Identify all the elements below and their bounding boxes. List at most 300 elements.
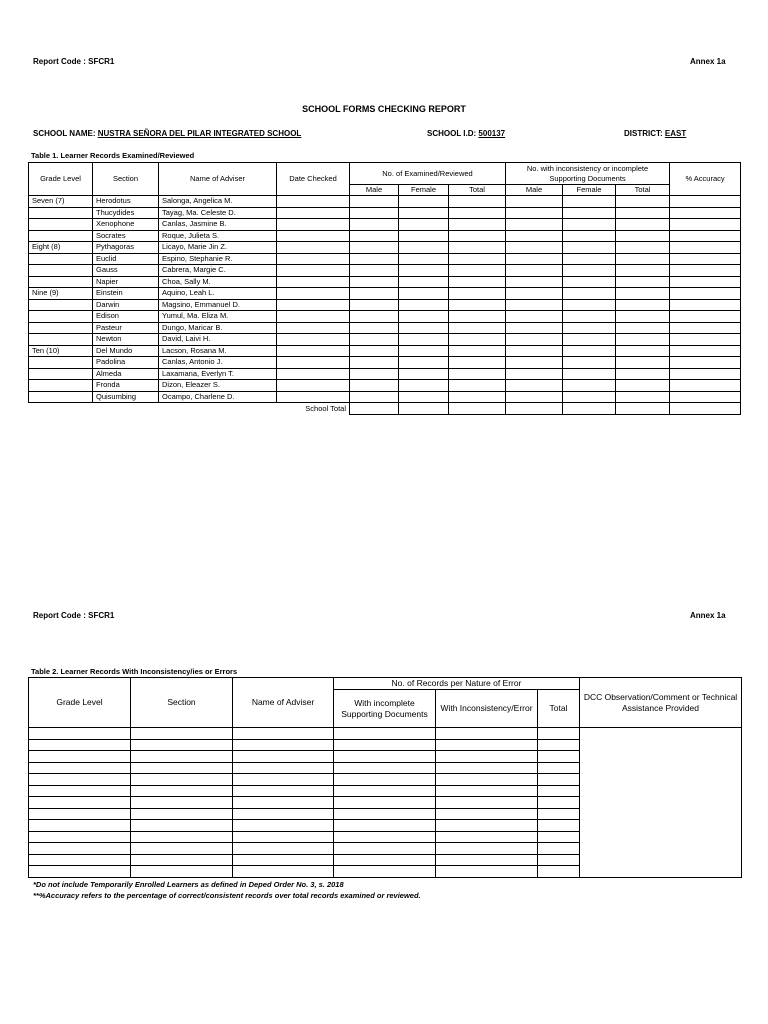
blank-cell[interactable] [29,728,131,740]
blank-cell[interactable] [506,311,563,323]
blank-cell[interactable] [449,253,506,265]
section-cell: Herodotus [93,196,159,208]
blank-cell[interactable] [131,739,233,751]
blank-cell[interactable] [277,253,350,265]
blank-cell[interactable] [334,785,436,797]
blank-cell[interactable] [563,219,616,231]
th-inc-total: Total [616,185,670,196]
blank-cell[interactable] [616,345,670,357]
annex-label: Annex 1a [690,57,726,66]
blank-cell[interactable] [277,242,350,254]
blank-cell[interactable] [399,334,449,346]
report-title: SCHOOL FORMS CHECKING REPORT [302,104,466,114]
blank-cell[interactable] [399,253,449,265]
blank-cell[interactable] [399,311,449,323]
blank-cell[interactable] [233,762,334,774]
blank-cell[interactable] [449,357,506,369]
blank-cell[interactable] [233,831,334,843]
grade-level-cell [29,357,93,369]
blank-cell[interactable] [350,207,399,219]
blank-cell[interactable] [506,207,563,219]
total-cell[interactable] [449,403,506,415]
blank-cell[interactable] [563,391,616,403]
blank-cell[interactable] [616,357,670,369]
blank-cell[interactable] [436,762,538,774]
blank-cell[interactable] [233,820,334,832]
blank-cell[interactable] [334,739,436,751]
blank-cell[interactable] [334,831,436,843]
blank-cell[interactable] [670,276,741,288]
total-cell[interactable] [616,403,670,415]
table-row [29,380,741,392]
blank-cell[interactable] [29,866,131,878]
blank-cell[interactable] [449,322,506,334]
blank-cell[interactable] [563,334,616,346]
blank-cell[interactable] [616,219,670,231]
blank-cell[interactable] [563,311,616,323]
blank-cell[interactable] [233,866,334,878]
blank-cell[interactable] [399,219,449,231]
blank-cell[interactable] [277,345,350,357]
blank-cell[interactable] [399,276,449,288]
blank-cell[interactable] [616,299,670,311]
blank-cell[interactable] [436,866,538,878]
blank-cell[interactable] [563,265,616,277]
total-cell[interactable] [563,403,616,415]
table-row [29,207,741,219]
blank-cell[interactable] [449,230,506,242]
section-cell: Del Mundo [93,345,159,357]
blank-cell[interactable] [538,751,580,763]
blank-cell[interactable] [506,380,563,392]
blank-cell[interactable] [131,820,233,832]
blank-cell[interactable] [670,288,741,300]
blank-cell[interactable] [670,196,741,208]
blank-cell[interactable] [131,785,233,797]
blank-cell[interactable] [277,391,350,403]
blank-cell[interactable] [670,219,741,231]
blank-cell[interactable] [436,854,538,866]
adviser-cell: Lacson, Rosana M. [159,345,277,357]
blank-cell[interactable] [277,265,350,277]
district-label: DISTRICT: [624,129,665,138]
blank-cell[interactable] [670,357,741,369]
section-cell: Almeda [93,368,159,380]
blank-cell[interactable] [29,808,131,820]
observation-cell[interactable] [580,728,742,878]
blank-cell[interactable] [334,762,436,774]
th-inconsistency: No. with inconsistency or incomplete Supporting Documents [506,163,670,185]
table-row [29,357,741,369]
blank-cell[interactable] [670,334,741,346]
th2-total: Total [538,690,580,728]
blank-cell[interactable] [350,265,399,277]
blank-cell[interactable] [616,196,670,208]
grade-level-cell [29,322,93,334]
footnote-1: *Do not include Temporarily Enrolled Learners as defined in Deped Order No. 3, s. 2018 [33,880,344,889]
blank-cell[interactable] [506,230,563,242]
th2-nature-of-error: No. of Records per Nature of Error [334,678,580,690]
blank-cell[interactable] [563,253,616,265]
blank-cell[interactable] [350,357,399,369]
grade-level-cell [29,253,93,265]
blank-cell[interactable] [506,219,563,231]
school-name-value: NUSTRA SEÑORA DEL PILAR INTEGRATED SCHOOL [97,129,302,138]
blank-cell[interactable] [233,808,334,820]
section-cell: Gauss [93,265,159,277]
blank-cell[interactable] [334,843,436,855]
blank-cell[interactable] [506,368,563,380]
blank-cell[interactable] [399,322,449,334]
blank-cell[interactable] [131,728,233,740]
table-row [29,288,741,300]
blank-cell[interactable] [563,322,616,334]
blank-cell[interactable] [399,357,449,369]
blank-cell[interactable] [436,774,538,786]
table-row [29,230,741,242]
blank-cell[interactable] [506,265,563,277]
blank-cell[interactable] [538,820,580,832]
blank-cell[interactable] [670,380,741,392]
table-row [29,242,741,254]
blank-cell[interactable] [506,345,563,357]
blank-cell[interactable] [538,728,580,740]
blank-cell[interactable] [449,299,506,311]
blank-cell[interactable] [436,843,538,855]
blank-cell[interactable] [616,391,670,403]
blank-cell[interactable] [616,368,670,380]
blank-cell[interactable] [29,854,131,866]
blank-cell[interactable] [506,276,563,288]
blank-cell[interactable] [436,728,538,740]
grade-level-cell: Nine (9) [29,288,93,300]
blank-cell[interactable] [506,391,563,403]
blank-cell[interactable] [29,739,131,751]
blank-cell[interactable] [399,380,449,392]
adviser-cell: Salonga, Angelica M. [159,196,277,208]
blank-cell[interactable] [334,820,436,832]
blank-cell[interactable] [449,345,506,357]
blank-cell[interactable] [350,368,399,380]
blank-cell[interactable] [350,230,399,242]
blank-cell[interactable] [350,334,399,346]
th-adviser: Name of Adviser [159,163,277,196]
blank-cell[interactable] [563,368,616,380]
school-total-row [29,403,741,415]
blank-cell[interactable] [506,196,563,208]
blank-cell[interactable] [277,207,350,219]
section-cell: Pythagoras [93,242,159,254]
th-examined: No. of Examined/Reviewed [350,163,506,185]
blank-cell[interactable] [563,242,616,254]
blank-cell[interactable] [449,288,506,300]
blank-cell[interactable] [131,808,233,820]
blank-cell[interactable] [670,322,741,334]
blank-cell[interactable] [563,276,616,288]
blank-cell[interactable] [350,345,399,357]
blank-cell[interactable] [29,797,131,809]
blank-cell[interactable] [670,368,741,380]
grade-level-cell [29,219,93,231]
blank-cell[interactable] [277,322,350,334]
school-name-row [33,129,301,138]
blank-cell[interactable] [670,253,741,265]
blank-cell[interactable] [436,739,538,751]
report-code: Report Code : SFCR1 [33,57,115,66]
blank-cell[interactable] [233,739,334,751]
blank-cell[interactable] [670,391,741,403]
section-cell: Euclid [93,253,159,265]
blank-cell[interactable] [538,762,580,774]
blank-cell[interactable] [616,380,670,392]
section-cell: Xenophone [93,219,159,231]
section-cell: Quisumbing [93,391,159,403]
blank-cell[interactable] [131,751,233,763]
grade-level-cell [29,334,93,346]
table2-error-records [28,677,742,878]
blank-cell[interactable] [277,334,350,346]
blank-cell[interactable] [449,265,506,277]
section-cell: Pasteur [93,322,159,334]
grade-level-cell [29,368,93,380]
blank-cell[interactable] [277,288,350,300]
adviser-cell: Licayo, Marie Jin Z. [159,242,277,254]
blank-cell[interactable] [538,739,580,751]
blank-cell[interactable] [350,380,399,392]
blank-cell[interactable] [29,774,131,786]
adviser-cell: Roque, Julieta S. [159,230,277,242]
blank-cell[interactable] [233,751,334,763]
blank-cell[interactable] [538,831,580,843]
blank-cell[interactable] [436,831,538,843]
blank-cell[interactable] [399,196,449,208]
blank-cell[interactable] [29,843,131,855]
section-cell: Thucydides [93,207,159,219]
blank-cell[interactable] [616,322,670,334]
grade-level-cell [29,299,93,311]
blank-cell[interactable] [436,797,538,809]
blank-cell[interactable] [449,196,506,208]
adviser-cell: David, Laivi H. [159,334,277,346]
blank-cell[interactable] [334,854,436,866]
blank-cell[interactable] [506,322,563,334]
blank-cell[interactable] [670,207,741,219]
blank-cell[interactable] [670,265,741,277]
blank-cell[interactable] [29,762,131,774]
blank-cell[interactable] [334,797,436,809]
blank-cell[interactable] [334,774,436,786]
blank-cell[interactable] [350,276,399,288]
blank-cell[interactable] [350,196,399,208]
blank-cell[interactable] [131,774,233,786]
th-grade-level: Grade Level [29,163,93,196]
grade-level-cell [29,207,93,219]
total-cell[interactable] [506,403,563,415]
total-cell[interactable] [399,403,449,415]
blank-cell[interactable] [449,276,506,288]
blank-cell[interactable] [563,357,616,369]
blank-cell[interactable] [449,207,506,219]
blank-cell[interactable] [277,368,350,380]
th-date-checked: Date Checked [277,163,350,196]
blank-cell[interactable] [538,808,580,820]
blank-cell[interactable] [233,854,334,866]
adviser-cell: Laxamana, Everlyn T. [159,368,277,380]
blank-cell[interactable] [29,785,131,797]
blank-cell[interactable] [616,242,670,254]
blank-cell[interactable] [616,230,670,242]
blank-cell[interactable] [233,797,334,809]
blank-cell[interactable] [563,380,616,392]
blank-cell[interactable] [233,774,334,786]
section-cell: Newton [93,334,159,346]
report-code-2: Report Code : SFCR1 [33,611,115,620]
blank-cell[interactable] [131,843,233,855]
blank-cell[interactable] [506,242,563,254]
blank-cell[interactable] [616,334,670,346]
th2-observation: DCC Observation/Comment or Technical Assistance Provided [580,678,742,728]
blank-cell[interactable] [399,207,449,219]
blank-cell[interactable] [449,380,506,392]
blank-cell[interactable] [334,808,436,820]
blank-cell[interactable] [350,242,399,254]
blank-cell[interactable] [449,334,506,346]
blank-cell[interactable] [131,854,233,866]
blank-cell[interactable] [506,357,563,369]
blank-cell[interactable] [350,219,399,231]
blank-cell[interactable] [334,728,436,740]
blank-cell[interactable] [506,334,563,346]
grade-level-cell [29,311,93,323]
section-cell: Fronda [93,380,159,392]
total-cell[interactable] [670,403,741,415]
blank-cell[interactable] [350,299,399,311]
blank-cell[interactable] [399,265,449,277]
blank-cell[interactable] [670,242,741,254]
section-cell: Einstein [93,288,159,300]
table-row [29,265,741,277]
adviser-cell: Tayag, Ma. Celeste D. [159,207,277,219]
blank-cell[interactable] [29,820,131,832]
blank-cell[interactable] [277,299,350,311]
section-cell: Napier [93,276,159,288]
blank-cell[interactable] [277,196,350,208]
blank-cell[interactable] [277,276,350,288]
th-exam-male: Male [350,185,399,196]
blank-cell[interactable] [233,843,334,855]
table1-caption: Table 1. Learner Records Examined/Reviewed [31,151,195,160]
blank-cell[interactable] [449,368,506,380]
blank-cell[interactable] [449,219,506,231]
blank-cell[interactable] [449,242,506,254]
blank-cell[interactable] [131,866,233,878]
blank-cell[interactable] [538,843,580,855]
blank-cell[interactable] [563,345,616,357]
blank-cell[interactable] [506,253,563,265]
blank-cell[interactable] [538,785,580,797]
blank-cell[interactable] [399,345,449,357]
adviser-cell: Aquino, Leah L. [159,288,277,300]
blank-cell[interactable] [563,288,616,300]
table-row [29,391,741,403]
blank-cell[interactable] [399,368,449,380]
blank-cell[interactable] [399,391,449,403]
blank-cell[interactable] [29,751,131,763]
blank-cell[interactable] [436,751,538,763]
blank-cell[interactable] [277,380,350,392]
blank-cell[interactable] [131,762,233,774]
blank-cell[interactable] [506,288,563,300]
adviser-cell: Dungo, Maricar B. [159,322,277,334]
table1-learner-records [28,162,741,415]
blank-cell[interactable] [350,311,399,323]
blank-cell[interactable] [616,311,670,323]
blank-cell[interactable] [399,230,449,242]
blank-cell[interactable] [616,253,670,265]
school-total-label: School Total [305,403,346,413]
blank-cell[interactable] [233,785,334,797]
blank-cell[interactable] [350,253,399,265]
blank-cell[interactable] [436,820,538,832]
blank-cell[interactable] [334,866,436,878]
blank-cell[interactable] [350,288,399,300]
blank-cell[interactable] [449,311,506,323]
blank-cell[interactable] [436,808,538,820]
th-section: Section [93,163,159,196]
th2-adviser: Name of Adviser [233,678,334,728]
blank-cell[interactable] [277,230,350,242]
adviser-cell: Canlas, Antonio J. [159,357,277,369]
blank-cell[interactable] [131,831,233,843]
blank-cell[interactable] [563,230,616,242]
blank-cell[interactable] [538,866,580,878]
blank-cell[interactable] [233,728,334,740]
blank-cell[interactable] [616,288,670,300]
blank-cell[interactable] [334,751,436,763]
blank-cell[interactable] [131,797,233,809]
blank-cell[interactable] [399,288,449,300]
blank-cell[interactable] [538,797,580,809]
table-row [29,311,741,323]
blank-cell[interactable] [399,242,449,254]
blank-cell[interactable] [399,299,449,311]
blank-cell[interactable] [449,391,506,403]
blank-cell[interactable] [277,357,350,369]
blank-cell[interactable] [563,196,616,208]
blank-cell[interactable] [350,322,399,334]
blank-cell[interactable] [563,207,616,219]
blank-cell[interactable] [563,299,616,311]
blank-cell[interactable] [670,311,741,323]
blank-cell[interactable] [350,391,399,403]
blank-cell[interactable] [670,230,741,242]
blank-cell[interactable] [616,276,670,288]
blank-cell[interactable] [670,345,741,357]
adviser-cell: Yumul, Ma. Eliza M. [159,311,277,323]
total-cell[interactable] [350,403,399,415]
blank-cell[interactable] [670,299,741,311]
blank-cell[interactable] [277,219,350,231]
adviser-cell: Magsino, Emmanuel D. [159,299,277,311]
blank-cell[interactable] [277,311,350,323]
blank-cell[interactable] [616,265,670,277]
blank-cell[interactable] [29,831,131,843]
blank-cell[interactable] [436,785,538,797]
blank-cell[interactable] [538,854,580,866]
blank-cell[interactable] [538,774,580,786]
blank-cell[interactable] [616,207,670,219]
blank-cell[interactable] [506,299,563,311]
